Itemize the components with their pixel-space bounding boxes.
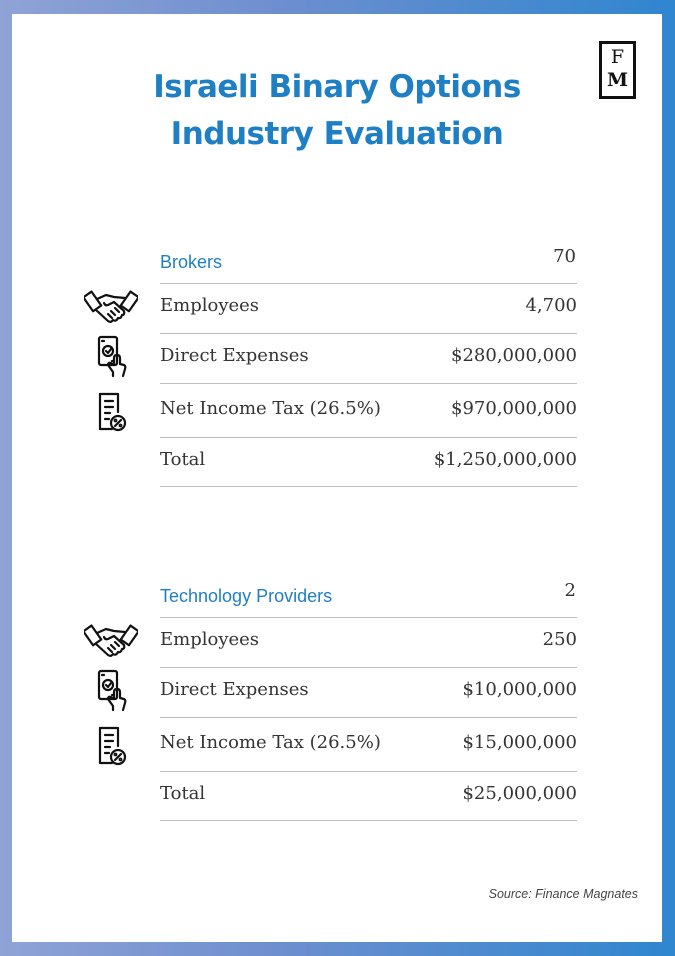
cash-hand-icon [84,668,138,712]
row-label: Total [160,449,206,470]
logo-letter-f: F [610,46,625,68]
table-row-total [160,437,577,487]
table-row-total [160,771,577,821]
row-value: 250 [542,629,577,650]
cash-hand-icon [84,334,138,378]
row-value: $1,250,000,000 [433,449,577,470]
source-credit: Source: Finance Magnates [488,887,638,901]
handshake-icon [84,284,138,328]
table-row [160,383,577,437]
row-label: Direct Expenses [160,345,309,366]
row-label: Employees [160,295,260,316]
row-label: Net Income Tax (26.5%) [160,398,381,419]
row-label: Employees [160,629,260,650]
row-value: $25,000,000 [462,783,577,804]
title-line-2: Industry Evaluation [170,116,504,152]
title-line-1: Israeli Binary Options [153,69,521,105]
page-title [12,64,662,158]
logo-letter-m: M [606,69,629,91]
handshake-icon [84,618,138,662]
table-row [160,283,577,333]
row-value: $10,000,000 [462,679,577,700]
section-count-technology-providers: 2 [564,580,576,601]
row-label: Total [160,783,206,804]
infographic-card [12,14,662,942]
row-value: $280,000,000 [451,345,577,366]
table-row [160,667,577,717]
table-row [160,333,577,383]
row-value: 4,700 [525,295,577,316]
tax-document-icon [84,390,138,434]
row-label: Net Income Tax (26.5%) [160,732,381,753]
row-value: $970,000,000 [451,398,577,419]
section-heading-technology-providers: Technology Providers [160,586,333,606]
table-row [160,717,577,771]
section-count-brokers: 70 [553,246,576,267]
table-row [160,617,577,667]
section-heading-brokers: Brokers [160,252,223,272]
row-value: $15,000,000 [462,732,577,753]
row-label: Direct Expenses [160,679,309,700]
tax-document-icon [84,724,138,768]
